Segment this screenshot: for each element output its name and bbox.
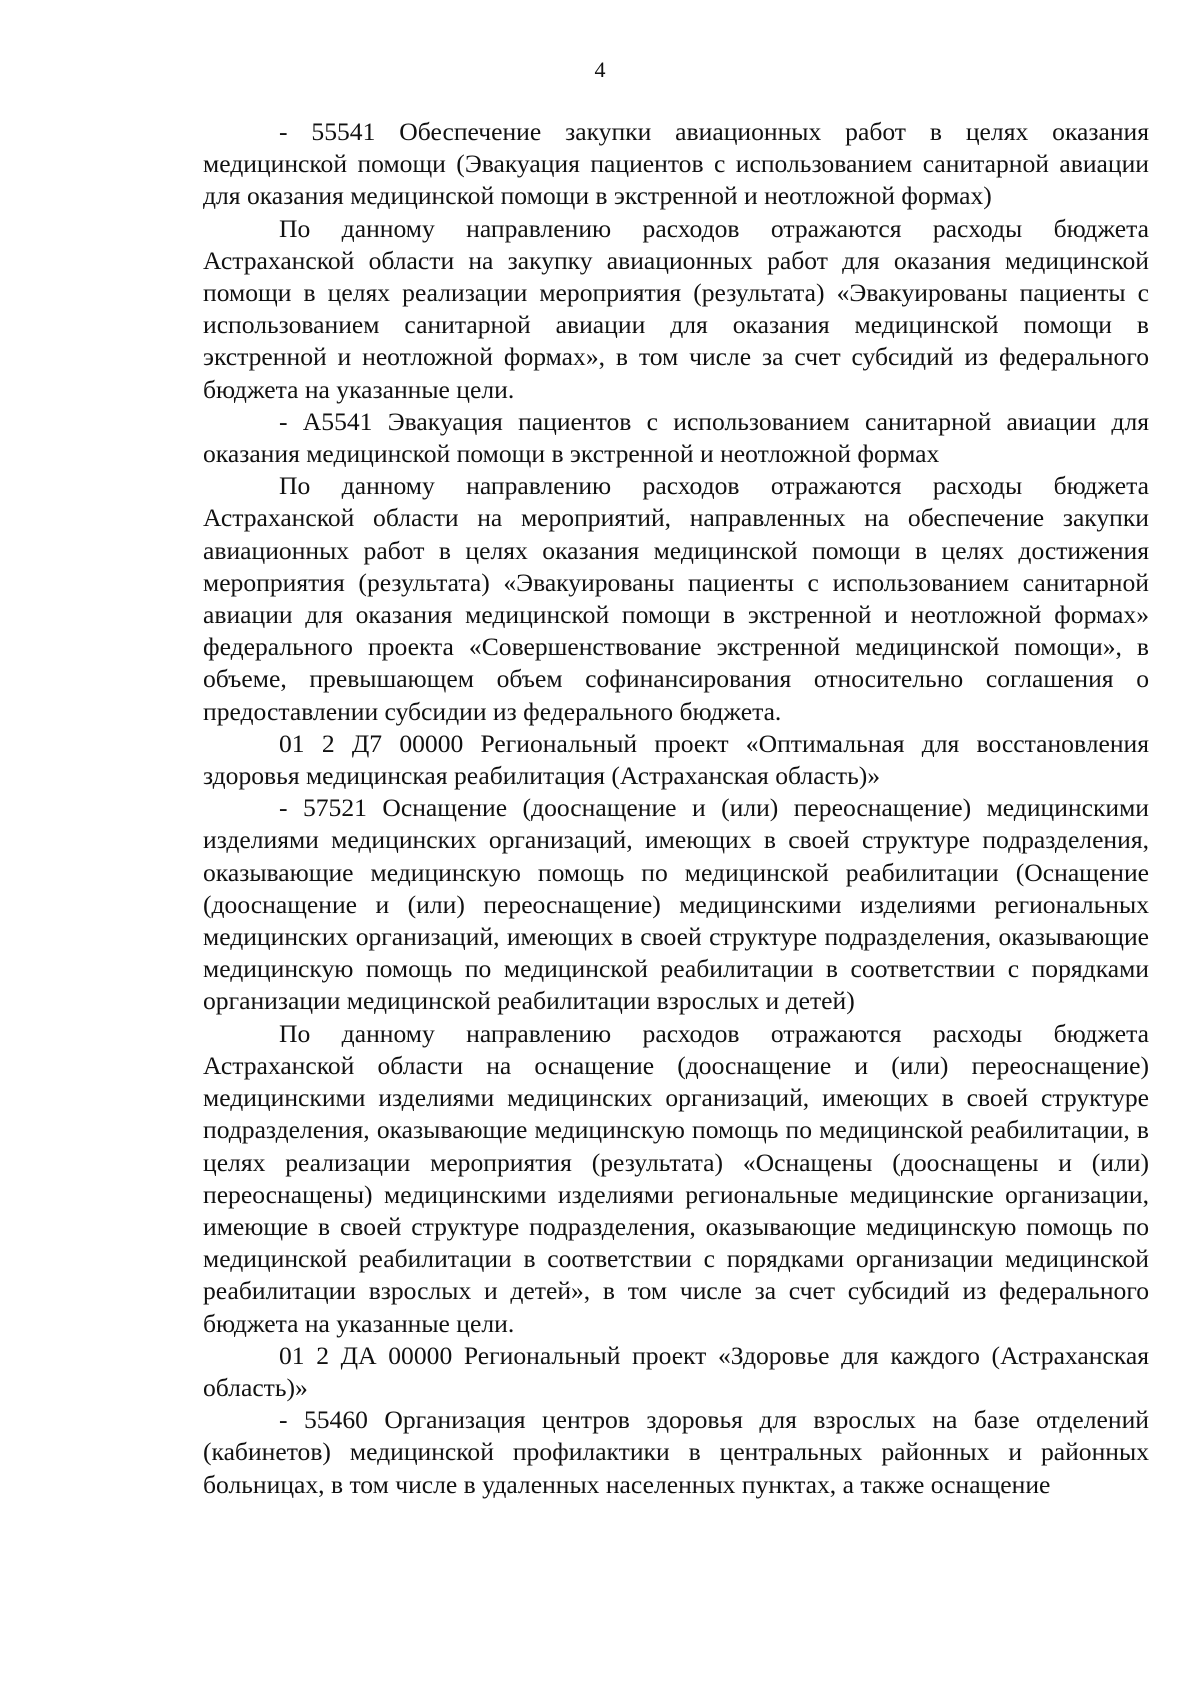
paragraph-55541-heading: - 55541 Обеспечение закупки авиационных работ в целях оказания медицинской помощи (Эвакуация пациентов с использованием санитарной авиации для оказания медицинской помощи в экстренной и неотложной формах) [203,117,1149,211]
paragraph-da-project-heading: 01 2 ДА 00000 Региональный проект «Здоровье для каждого (Астраханская область)» [203,1340,1149,1402]
page-number: 4 [594,57,606,82]
document-body [203,116,1149,1501]
paragraph-a5541-heading: - А5541 Эвакуация пациентов с использованием санитарной авиации для оказания медицинской помощи в экстренной и неотложной формах [203,406,1149,469]
paragraph-55541-description: По данному направлению расходов отражаются расходы бюджета Астраханской области на закупку авиационных работ для оказания медицинской помощи в целях реализации мероприятия (результата) «Эвакуированы пациенты с использованием санитарной авиации для оказания медицинской помощи в экстренной и неотложной формах», в том числе за счет субсидий из федерального бюджета на указанные цели. [203,213,1149,404]
paragraph-a5541-description: По данному направлению расходов отражаются расходы бюджета Астраханской области на мероприятий, направленных на обеспечение закупки авиационных работ в целях оказания медицинской помощи в целях достижения мероприятия (результата) «Эвакуированы пациенты с использованием санитарной авиации для оказания медицинской помощи в экстренной и неотложной формах» федерального проекта «Совершенствование экстренной медицинской помощи», в объеме, превышающем объем софинансирования относительно соглашения о предоставлении субсидии из федерального бюджета. [203,471,1149,726]
paragraph-57521-heading: - 57521 Оснащение (дооснащение и (или) переоснащение) медицинскими изделиями медицинских организаций, имеющих в своей структуре подразделения, оказывающие медицинскую помощь по медицинской реабилитации (Оснащение (дооснащение и (или) переоснащение) медицинскими изделиями региональных медицинских организаций, имеющих в своей структуре подразделения, оказывающие медицинскую помощь по медицинской реабилитации в соответствии с порядками организации медицинской реабилитации взрослых и детей) [203,793,1149,1016]
paragraph-55460-heading: - 55460 Организация центров здоровья для взрослых на базе отделений (кабинетов) медицинской профилактики в центральных районных и районных больницах, в том числе в удаленных населенных пунктах, а также оснащение [203,1405,1149,1499]
paragraph-d7-project-heading: 01 2 Д7 00000 Региональный проект «Оптимальная для восстановления здоровья медицинская реабилитация (Астраханская область)» [203,728,1149,791]
paragraph-57521-description: По данному направлению расходов отражаются расходы бюджета Астраханской области на оснащение (дооснащение и (или) переоснащение) медицинскими изделиями медицинских организаций, имеющих в своей структуре подразделения, оказывающие медицинскую помощь по медицинской реабилитации, в целях реализации мероприятия (результата) «Оснащены (дооснащены и (или) переоснащены) медицинскими изделиями региональные медицинские организации, имеющие в своей структуре подразделения, оказывающие медицинскую помощь по медицинской реабилитации в соответствии с порядками организации медицинской реабилитации взрослых и детей», в том числе за счет субсидий из федерального бюджета на указанные цели. [203,1018,1149,1338]
